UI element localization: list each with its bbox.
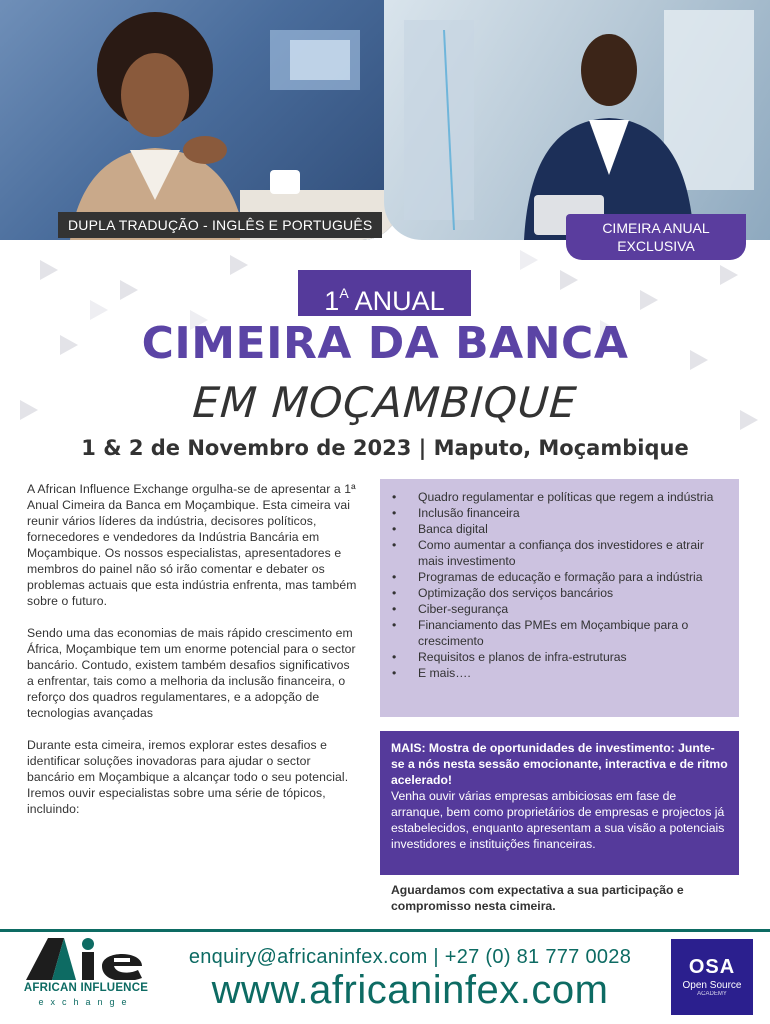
topic-item: • Banca digital [392,521,727,537]
badge-number: 1 [324,286,340,316]
intro-text [27,481,359,833]
topic-item: • E mais…. [392,665,727,681]
intro-paragraph: A African Influence Exchange orgulha-se de apresentar a 1ª Anual Cimeira da Banca em Moçambique. Esta cimeira vai reunir vários líderes da indústria, decisores políticos, fornecedores e vendedores da Indústria Bancária em Moçambique. Os nossos especialistas, apresentadores e membros do painel não só irão comentar e debater os problemas actuais que esta indústria enfrenta, mas também sobre o futuro. [27,482,357,608]
contact-line[interactable]: enquiry@africaninfex.com | +27 (0) 81 777 0028 [188,946,632,968]
investment-showcase-box [380,731,739,875]
showcase-lead: MAIS: Mostra de oportunidades de investimento: Junte-se a nós nesta sessão emocionante, interactiva e de ritmo acelerado! [391,741,728,787]
topic-item: • Como aumentar a confiança dos investidores e atrair mais investimento [392,537,727,569]
topic-item: • Requisitos e planos de infra-estruturas [392,649,727,665]
aie-logo-tagline: exchange [38,997,134,1007]
topics-box [380,479,739,717]
website-link[interactable]: www.africaninfex.com [211,968,609,1012]
page-title: CIMEIRA DA BANCA [141,318,629,369]
page-subtitle: EM MOÇAMBIQUE [191,378,579,427]
intro-paragraph: Durante esta cimeira, iremos explorar estes desafios e identificar soluções inovadoras para ajudar o sector bancário em Moçambique a alcançar todo o seu potencial. Iremos ouvir especialistas sobre uma série de tópicos, incluindo: [27,738,349,816]
translation-tag: DUPLA TRADUÇÃO - INGLÊS E PORTUGUÊS [58,212,382,238]
osa-logo-mark: OSA [688,956,736,978]
topic-item: • Quadro regulamentar e políticas que regem a indústria [392,489,727,505]
aie-logo-mark [26,938,146,980]
topic-item: • Inclusão financeira [392,505,727,521]
topic-item: • Programas de educação e formação para a indústria [392,569,727,585]
exclusive-tag-line1: CIMEIRA ANUAL [602,220,710,236]
closing-note: Aguardamos com expectativa a sua participação e compromisso nesta cimeira. [391,883,684,913]
event-date-location: 1 & 2 de Novembro de 2023 | Maputo, Moçambique [81,436,689,460]
topic-item: • Ciber-segurança [392,601,727,617]
osa-logo-sub: ACADEMY [697,991,727,997]
intro-paragraph: Sendo uma das economias de mais rápido crescimento em África, Moçambique tem um enorme potencial para o sector bancário. Contudo, existem também desafios significativos a enfrentar, tais como a melhoria da inclusão financeira, o reforço dos quadros regulamentares, e a adopção de tecnologias avançadas [27,626,356,720]
photo-man-with-tablet [384,0,770,240]
badge-word: ANUAL [354,286,445,316]
topic-item: • Financiamento das PMEs em Moçambique para o crescimento [392,617,727,649]
osa-logo-name: Open Source [682,980,742,991]
aie-logo[interactable] [18,938,154,1014]
footer-divider [0,929,770,932]
hero-photo-band [0,0,770,262]
badge-superscript: A [339,285,349,301]
exclusive-tag-line2: EXCLUSIVA [617,238,695,254]
topic-item: • Optimização dos serviços bancários [392,585,727,601]
annual-badge [298,270,471,316]
osa-partner-logo[interactable] [671,939,753,1015]
photo-woman-at-desk [0,0,400,240]
topics-list [392,489,727,681]
aie-logo-name: AFRICAN INFLUENCE [23,982,149,994]
showcase-body: Venha ouvir várias empresas ambiciosas em fase de arranque, bem como proprietários de empresas e projectos já estabelecidos, enquanto apresentam a sua visão a potenciais investidores e instituições financeiras. [391,789,725,851]
